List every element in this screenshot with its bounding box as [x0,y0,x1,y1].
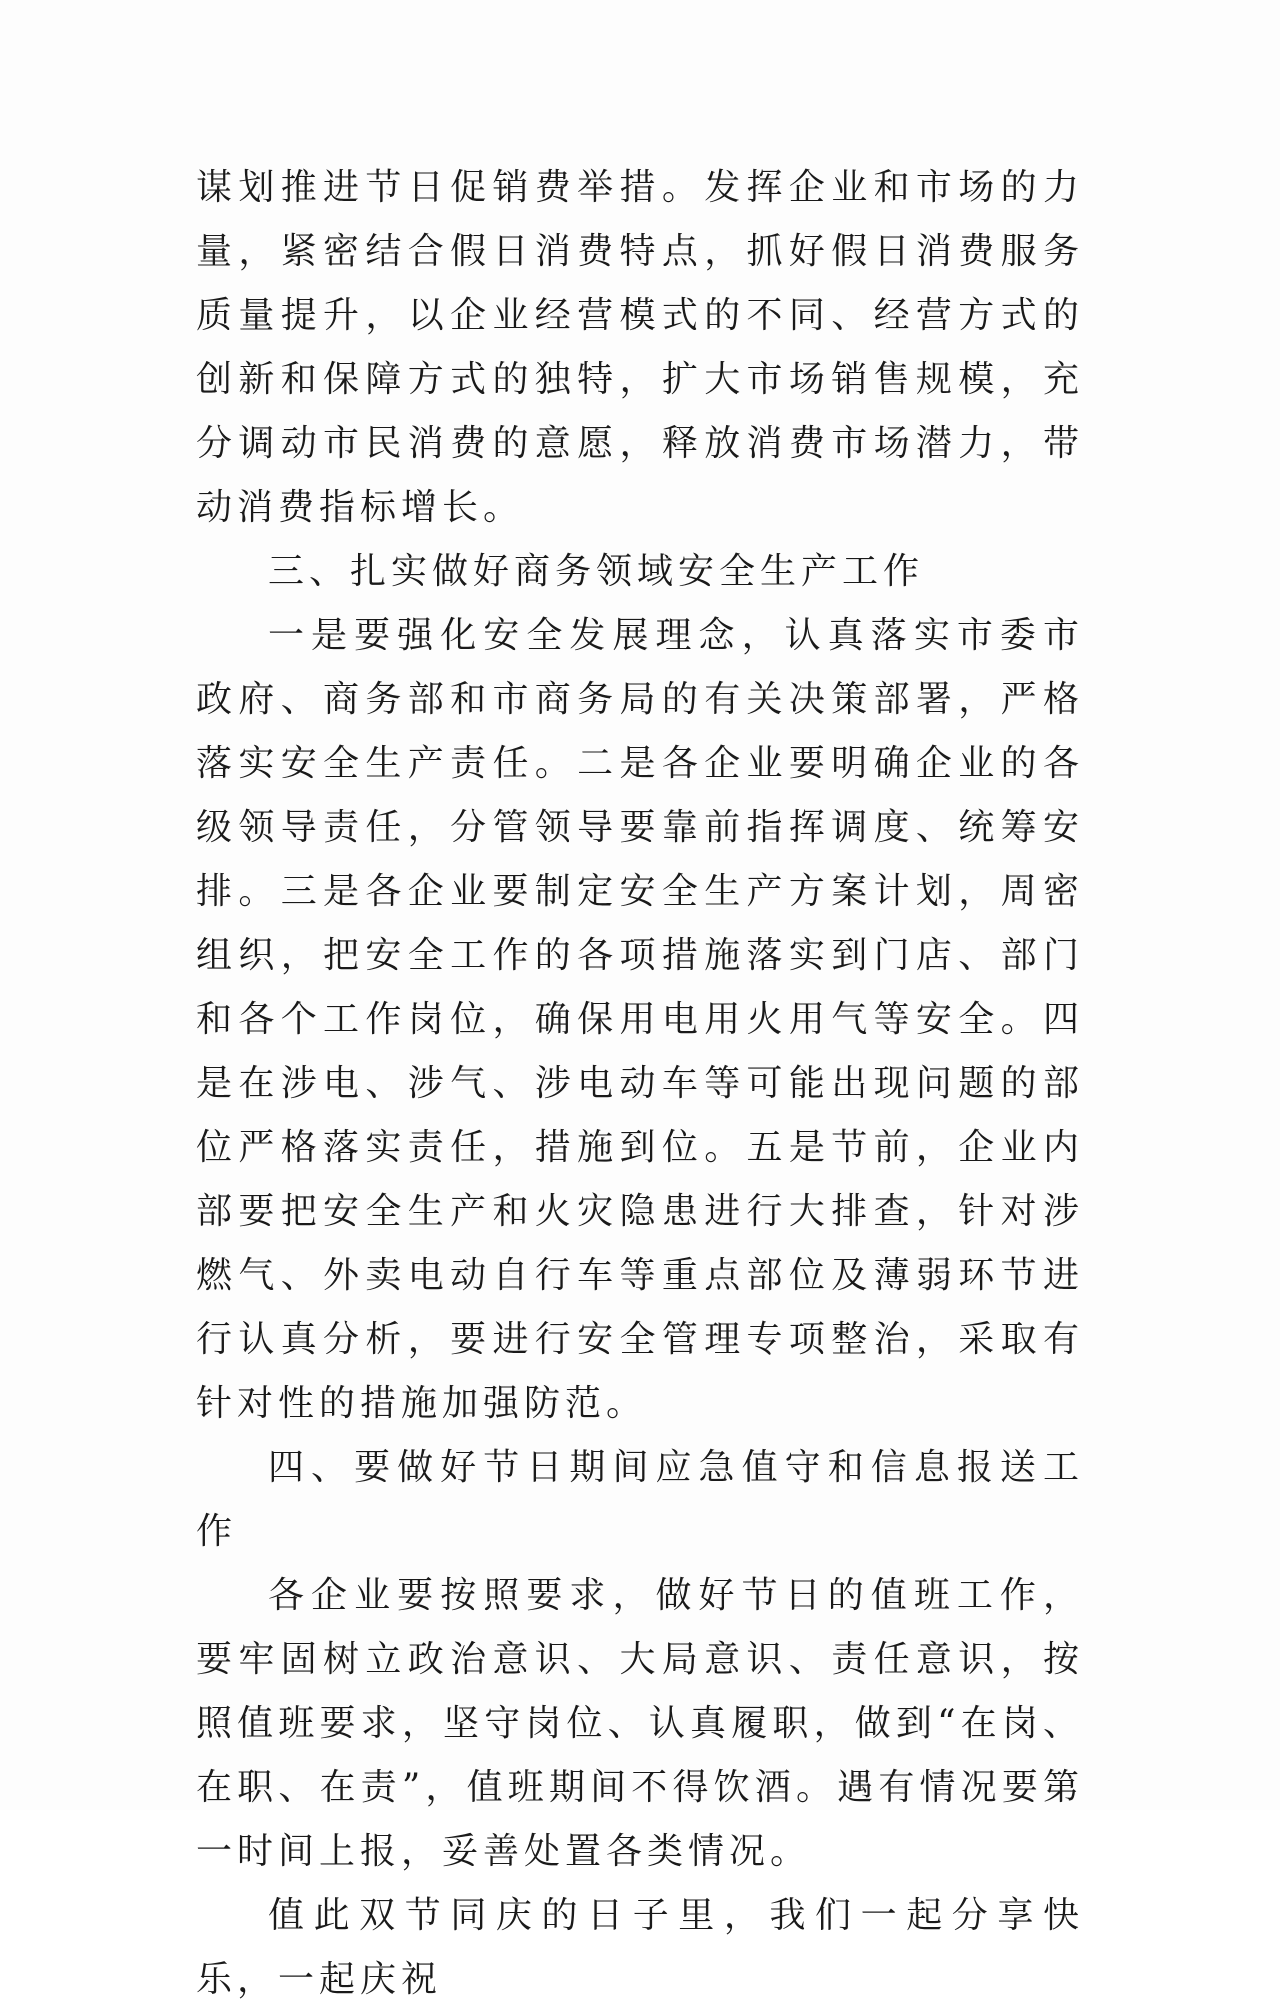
paragraph-safety: 一是要强化安全发展理念，认真落实市委市政府、商务部和市商务局的有关决策部署，严格落实安全生产责任。二是各企业要明确企业的各级领导责任，分管领导要靠前指挥调度、统筹安排。三是各企业要制定安全生产方案计划，周密组织，把安全工作的各项措施落实到门店、部门和各个工作岗位，确保用电用火用气等安全。四是在涉电、涉气、涉电动车等可能出现问题的部位严格落实责任，措施到位。五是节前，企业内部要把安全生产和火灾隐患进行大排查，针对涉燃气、外卖电动自行车等重点部位及薄弱环节进行认真分析，要进行安全管理专项整治，采取有针对性的措施加强防范。 [196,615,1084,1424]
document-body [196,156,1084,2012]
paragraph-continuation: 谋划推进节日促销费举措。发挥企业和市场的力量，紧密结合假日消费特点，抓好假日消费服务质量提升，以企业经营模式的不同、经营方式的创新和保障方式的独特，扩大市场销售规模，充分调动市民消费的意愿，释放消费市场潜力，带动消费指标增长。 [196,167,1084,528]
paragraph-closing: 值此双节同庆的日子里，我们一起分享快乐，一起庆祝 [196,1895,1084,2000]
section-heading-3: 三、扎实做好商务领域安全生产工作 [268,551,925,592]
section-heading-4: 四、要做好节日期间应急值守和信息报送工作 [196,1447,1084,1552]
paragraph-duty: 各企业要按照要求，做好节日的值班工作，要牢固树立政治意识、大局意识、责任意识，按照值班要求，坚守岗位、认真履职，做到“在岗、在职、在责”，值班期间不得饮酒。遇有情况要第一时间上报，妥善处置各类情况。 [196,1575,1084,1872]
